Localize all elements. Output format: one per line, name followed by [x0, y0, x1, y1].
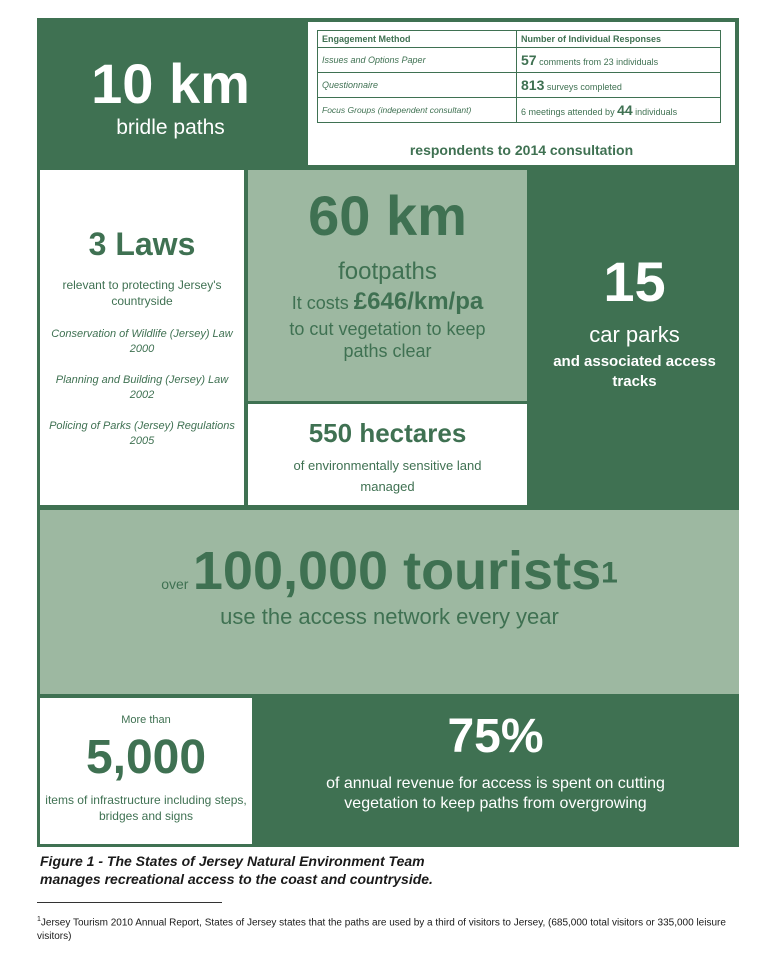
tourists-panel	[40, 510, 739, 694]
bridle-label: bridle paths	[116, 116, 225, 139]
table-cell-count: 813 surveys completed	[517, 73, 721, 98]
table-row	[318, 73, 721, 98]
tourists-number: 100,000 tourists	[192, 541, 602, 601]
table-cell-method: Questionnaire	[318, 73, 517, 98]
laws-label: relevant to protecting Jersey's countryside	[62, 278, 222, 308]
carparks-sub: and associated access tracks	[553, 353, 716, 390]
bridle-panel	[37, 18, 304, 168]
laws-panel	[40, 170, 244, 505]
footnote	[37, 913, 737, 944]
hectares-panel	[248, 404, 527, 505]
tourists-label: use the access network every year	[220, 604, 559, 629]
infrastructure-panel	[40, 698, 252, 844]
revenue-label: of annual revenue for access is spent on cutting vegetation to keep paths from overgrowing	[326, 775, 665, 812]
tourists-prefix: over	[161, 576, 189, 592]
carparks-label: car parks	[589, 322, 680, 347]
table-row	[318, 98, 721, 123]
hectares-number: 550 hectares	[308, 418, 467, 448]
table-cell-method: Issues and Options Paper	[318, 48, 517, 73]
consultation-caption: respondents to 2014 consultation	[409, 142, 634, 158]
carparks-panel	[530, 170, 739, 505]
law-item: Policing of Parks (Jersey) Regulations 2005	[49, 420, 235, 447]
figure-caption: Figure 1 - The States of Jersey Natural Environment Team manages recreational access to the coast and countryside.	[40, 853, 433, 887]
table-cell-method: Focus Groups (independent consultant)	[318, 98, 517, 123]
footnote-ref: 1	[601, 556, 618, 590]
table-row	[318, 48, 721, 73]
table-cell-count: 6 meetings attended by 44 individuals	[517, 98, 721, 123]
tourists-headline	[40, 540, 739, 602]
footnote-text: Jersey Tourism 2010 Annual Report, States of Jersey states that the paths are used by a third of visitors to Jersey, (685,000 total visitors or 335,000 leisure visitors)	[37, 917, 726, 943]
bridle-number: 10 km	[91, 52, 250, 115]
revenue-number: 75%	[447, 710, 544, 763]
footpaths-number: 60 km	[308, 184, 467, 247]
footpaths-panel	[248, 170, 527, 401]
table-cell-count: 57 comments from 23 individuals	[517, 48, 721, 73]
revenue-panel	[252, 698, 739, 847]
law-item: Conservation of Wildlife (Jersey) Law 2000	[51, 328, 233, 355]
footnote-mark: 1	[37, 916, 41, 923]
infrastructure-label: items of infrastructure including steps, bridges and signs	[45, 793, 247, 823]
infrastructure-prefix: More than	[121, 714, 171, 726]
law-item: Planning and Building (Jersey) Law 2002	[55, 374, 229, 401]
consultation-table	[317, 30, 721, 123]
table-header: Number of Individual Responses	[517, 31, 721, 48]
footpaths-cost: It costs £646/km/pa	[291, 288, 484, 315]
footpaths-cost-note: to cut vegetation to keep paths clear	[289, 319, 486, 361]
carparks-number: 15	[603, 250, 666, 313]
footpaths-label: footpaths	[338, 258, 437, 285]
laws-number: 3 Laws	[88, 226, 196, 262]
table-header: Engagement Method	[318, 31, 517, 48]
hectares-label: of environmentally sensitive land managed	[293, 458, 482, 494]
infrastructure-number: 5,000	[85, 731, 207, 784]
footnote-divider	[37, 902, 222, 903]
